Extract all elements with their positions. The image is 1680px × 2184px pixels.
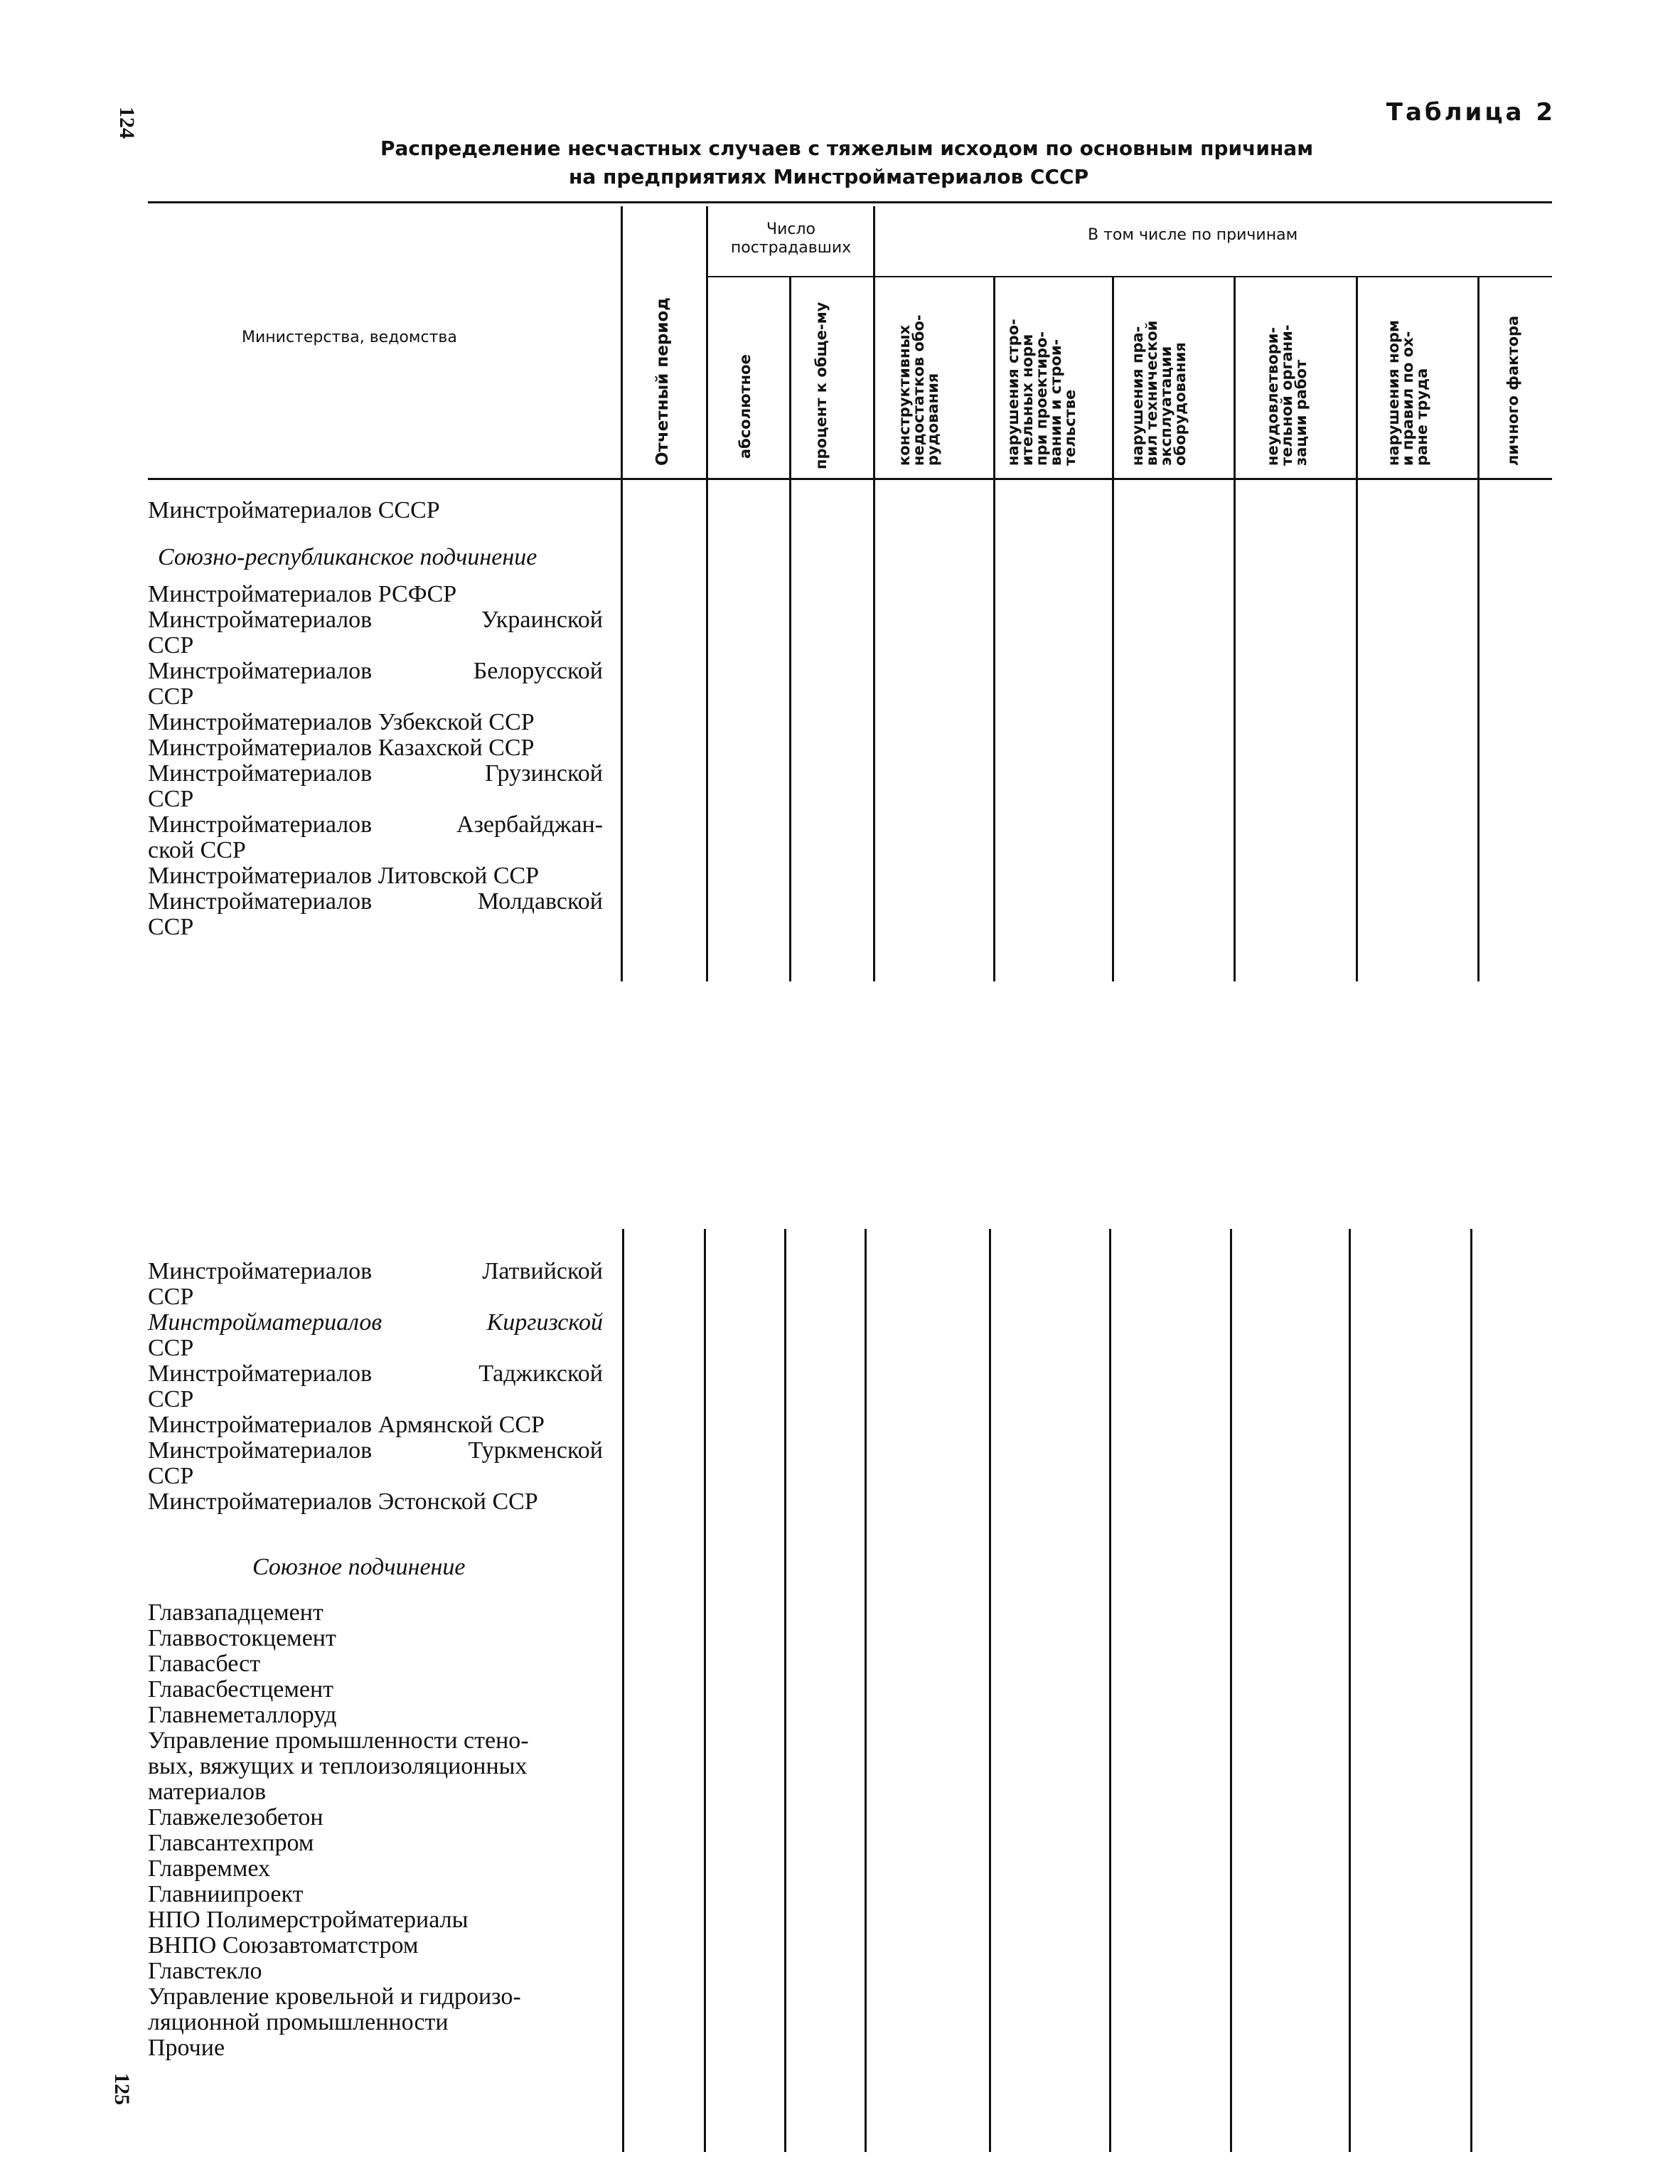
- list-item: Главвостокцемент: [148, 1625, 336, 1651]
- list-item: Минстройматериалов Литовской ССР: [148, 863, 540, 889]
- section-union-republic: Союзно-республиканское подчинение: [158, 544, 537, 570]
- list-item: Главстекло: [148, 1958, 262, 1984]
- list-item: Минстройматериалов Грузинской ССР: [148, 760, 603, 812]
- list-item: Главжелезобетон: [148, 1804, 323, 1831]
- list-item: Главнеметаллоруд: [148, 1702, 337, 1728]
- body-vline: [1470, 1229, 1472, 2152]
- body-vline: [789, 480, 791, 981]
- list-item: Минстройматериалов Таджикской ССР: [148, 1360, 603, 1412]
- header-vline: [1477, 277, 1480, 478]
- union-list: [148, 1600, 603, 2061]
- header-cause-organization: неудовлетвори- тельной органи- зации работ: [1264, 324, 1310, 466]
- body-vline: [1356, 480, 1358, 981]
- body-vline: [865, 1229, 867, 2152]
- header-victims-absolute: абсолютное: [737, 354, 754, 459]
- header-victims-percent: процент к обще-му: [813, 302, 830, 469]
- header-vline: [1234, 277, 1236, 478]
- header-causes-group: В том числе по причинам: [1088, 226, 1298, 244]
- header-vline: [621, 206, 623, 478]
- header-period: Отчетный период: [653, 297, 672, 466]
- header-cause-safety: нарушения норм и правил по ох- ране труда: [1385, 319, 1430, 466]
- list-item: Минстройматериалов Узбекской ССР: [148, 709, 535, 735]
- body-vline: [1112, 480, 1114, 981]
- body-vline: [1349, 1229, 1351, 2152]
- header-vline: [789, 277, 791, 478]
- body-vline: [621, 480, 623, 981]
- body-vline: [1109, 1229, 1111, 2152]
- list-item: Минстройматериалов Латвийской ССР: [148, 1258, 603, 1310]
- body-vline: [1477, 480, 1480, 981]
- list-item: Главзападцемент: [148, 1599, 323, 1626]
- list-item: Главасбест: [148, 1651, 261, 1677]
- body-vline: [706, 480, 708, 981]
- list-item: Минстройматериалов Белорусской ССР: [148, 658, 603, 710]
- row-ussr: Минстройматериалов СССР: [148, 497, 440, 523]
- body-vline: [1230, 1229, 1232, 2152]
- body-vline: [784, 1229, 786, 2152]
- list-item: Минстройматериалов Казахской ССР: [148, 735, 535, 761]
- header-cause-operation: нарушения пра- вил технической эксплуатации оборудования: [1129, 320, 1189, 466]
- list-item: Главасбестцемент: [148, 1676, 334, 1703]
- list-item: Минстройматериалов Азербайджан- ской ССР: [148, 811, 603, 863]
- list-item: НПО Полимерстройматериалы: [148, 1907, 469, 1933]
- list-item: Главреммех: [148, 1855, 270, 1882]
- header-ministries: Министерства, ведомства: [242, 329, 457, 346]
- list-item: Управление кровельной и гидроизо-: [148, 1983, 521, 2010]
- list-item: Главсантехпром: [148, 1830, 314, 1856]
- list-item: Минстройматериалов Молдавской ССР: [148, 888, 603, 940]
- list-item: Минстройматериалов РСФСР: [148, 581, 457, 607]
- header-vline: [873, 206, 875, 478]
- list-item: вых, вяжущих и теплоизоляционных: [148, 1753, 528, 1779]
- list-item: Прочие: [148, 2035, 225, 2061]
- header-top-rule: [148, 201, 1552, 203]
- list-item: Минстройматериалов Украинской ССР: [148, 607, 603, 659]
- page-number-top: 124: [115, 107, 139, 139]
- body-vline: [989, 1229, 991, 2152]
- list-item: Минстройматериалов Армянской ССР: [148, 1412, 545, 1438]
- header-vline: [1356, 277, 1358, 478]
- body-vline: [704, 1229, 706, 2152]
- victims-subrule: [707, 276, 1552, 277]
- list-item: Минстройматериалов Киргизской ССР: [148, 1309, 603, 1361]
- list-item: ляционной промышленности: [148, 2009, 449, 2035]
- list-item: материалов: [148, 1779, 267, 1805]
- table-title-line2: на предприятиях Минстройматериалов СССР: [569, 165, 1089, 188]
- table-label: Таблица 2: [1386, 98, 1556, 127]
- header-vline: [993, 277, 995, 478]
- header-cause-construction: нарушения стро- ительных норм при проектиро- вании и строи- тельстве: [1005, 319, 1079, 466]
- list-item: ВНПО Союзавтоматстром: [148, 1932, 419, 1959]
- list-item: Минстройматериалов Туркменской ССР: [148, 1437, 603, 1489]
- header-vline: [706, 206, 708, 478]
- list-item: Минстройматериалов Эстонской ССР: [148, 1488, 538, 1515]
- section-union: Союзное подчинение: [252, 1554, 466, 1580]
- body-vline: [873, 480, 875, 981]
- header-victims-group: Число пострадавших: [730, 220, 852, 257]
- header-cause-design: конструктивных недостатков обо- рудования: [896, 314, 941, 466]
- list-item: Управление промышленности стено-: [148, 1727, 529, 1754]
- body-vline: [1234, 480, 1236, 981]
- page-number-bottom: 125: [110, 2073, 134, 2105]
- body-vline: [993, 480, 995, 981]
- header-cause-personal: личного фактора: [1504, 315, 1521, 466]
- body-vline: [622, 1229, 624, 2152]
- list-item: Главниипроект: [148, 1881, 304, 1907]
- header-vline: [1112, 277, 1114, 478]
- table-title-line1: Распределение несчастных случаев с тяжелым исходом по основным причинам: [380, 137, 1314, 160]
- header-bottom-rule: [148, 478, 1552, 480]
